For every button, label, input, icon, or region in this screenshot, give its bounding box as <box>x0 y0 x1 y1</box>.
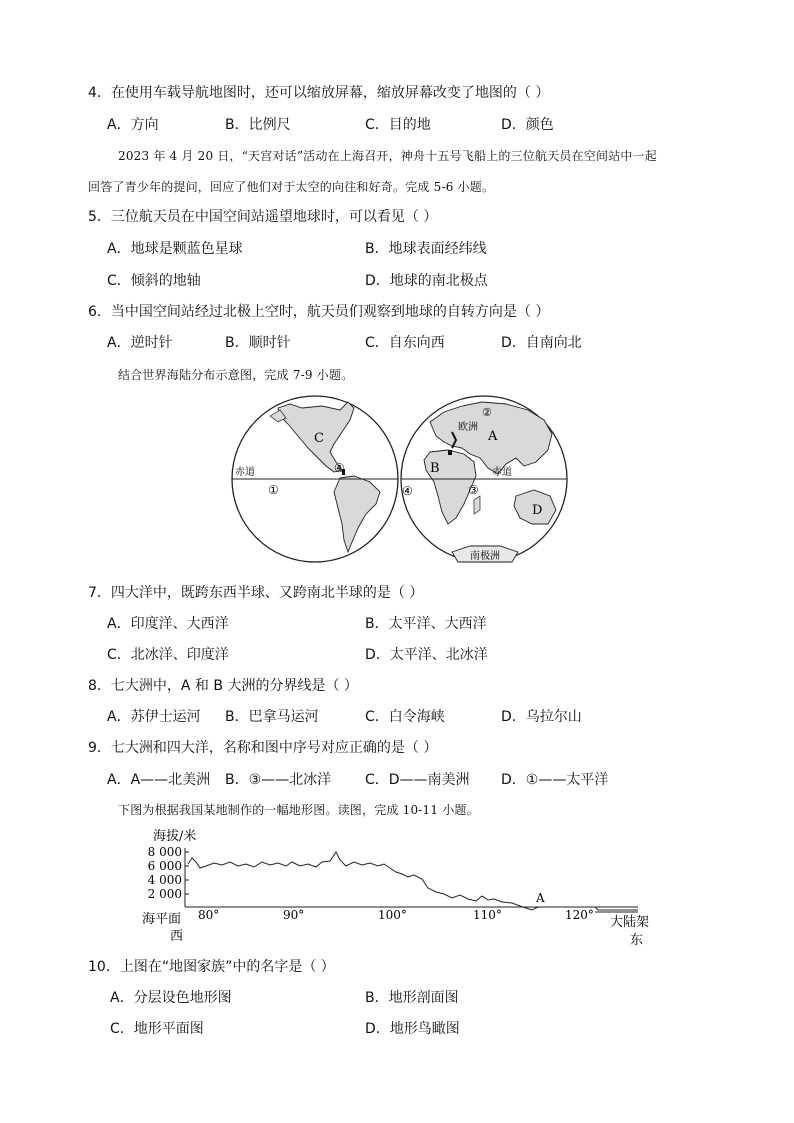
q5-option-d[interactable]: D．地球的南北极点 <box>365 273 488 289</box>
profile-y-title: 海拔/米 <box>153 829 197 844</box>
label-europe: 欧洲 <box>458 422 478 433</box>
q8-stem: 8．七大洲中，A 和 B 大洲的分界线是（ ） <box>88 678 358 694</box>
q4-option-d[interactable]: D．颜色 <box>501 117 554 133</box>
q10-option-d[interactable]: D．地形鸟瞰图 <box>365 1021 460 1037</box>
context-5-6-line2: 回答了青少年的提问，回应了他们对于太空的向往和好奇。完成 5-6 小题。 <box>88 180 495 194</box>
profile-x-tick-110: 110° <box>473 908 502 922</box>
q8-option-c[interactable]: C．白令海峡 <box>365 709 445 725</box>
label-ocean1: ① <box>268 483 279 497</box>
q5-option-a[interactable]: A．地球是颗蓝色星球 <box>107 241 243 257</box>
q5-option-b[interactable]: B．地球表面经纬线 <box>365 241 487 257</box>
world-map-figure <box>230 392 570 568</box>
context-7-9: 结合世界海陆分布示意图，完成 7-9 小题。 <box>118 368 354 382</box>
profile-x-tick-120: 120° <box>565 908 594 922</box>
q6-option-c[interactable]: C．自东向西 <box>365 335 445 351</box>
context-10-11: 下图为根据我国某地制作的一幅地形图。读图，完成 10-11 小题。 <box>118 803 479 817</box>
q7-option-a[interactable]: A．印度洋、大西洋 <box>107 616 229 632</box>
q8-option-b[interactable]: B．巴拿马运河 <box>225 709 319 725</box>
profile-sea-level: 海平面 <box>142 912 182 927</box>
profile-y-tick-8000: 8 000 <box>147 845 182 859</box>
eastern-hemisphere <box>401 396 567 562</box>
label-a: A <box>488 429 498 444</box>
label-equator-left: 赤道 <box>235 467 255 478</box>
q6-option-a[interactable]: A．逆时针 <box>107 335 173 351</box>
q9-stem: 9．七大洲和四大洋，名称和图中序号对应正确的是（ ） <box>88 740 438 756</box>
profile-y-tick-4000: 4 000 <box>147 873 182 887</box>
profile-y-tick-6000: 6 000 <box>147 859 182 873</box>
q8-option-d[interactable]: D．乌拉尔山 <box>501 709 582 725</box>
q4-option-a[interactable]: A．方向 <box>107 117 159 133</box>
q6-stem: 6．当中国空间站经过北极上空时，航天员们观察到地球的自转方向是（ ） <box>88 304 550 320</box>
profile-point-a: A <box>536 891 545 905</box>
profile-west: 西 <box>170 929 184 944</box>
q7-option-c[interactable]: C．北冰洋、印度洋 <box>107 647 229 663</box>
profile-x-tick-90: 90° <box>283 908 305 922</box>
q6-option-d[interactable]: D．自南向北 <box>501 335 582 351</box>
label-antarctica: 南极洲 <box>470 551 500 562</box>
q9-option-c[interactable]: C．D——南美洲 <box>365 772 470 788</box>
q4-option-b[interactable]: B．比例尺 <box>225 117 291 133</box>
label-equator-right: 赤道 <box>492 467 512 478</box>
terrain-profile-figure <box>140 822 660 950</box>
label-c: C <box>314 431 324 446</box>
q9-option-d[interactable]: D．①——太平洋 <box>501 772 609 788</box>
label-ocean3: ③ <box>468 483 479 497</box>
terrain-profile-line <box>188 852 570 910</box>
q9-option-b[interactable]: B．③——北冰洋 <box>225 772 332 788</box>
q9-option-a[interactable]: A．A——北美洲 <box>107 772 211 788</box>
q5-stem: 5．三位航天员在中国空间站遥望地球时，可以看见（ ） <box>88 209 438 225</box>
q10-option-c[interactable]: C．地形平面图 <box>110 1021 204 1037</box>
label-ocean2: ② <box>482 406 492 419</box>
q7-option-d[interactable]: D．太平洋、北冰洋 <box>365 647 488 663</box>
label-ocean4-left: ④ <box>334 461 345 475</box>
western-hemisphere <box>232 396 398 562</box>
profile-x-tick-80: 80° <box>198 908 220 922</box>
profile-x-tick-100: 100° <box>378 908 407 922</box>
profile-east: 东 <box>630 933 644 948</box>
q6-option-b[interactable]: B．顺时针 <box>225 335 291 351</box>
profile-shelf: 大陆架 <box>610 915 650 930</box>
label-b: B <box>430 461 440 476</box>
q4-option-c[interactable]: C．目的地 <box>365 117 431 133</box>
q10-option-b[interactable]: B．地形剖面图 <box>365 990 459 1006</box>
q8-option-a[interactable]: A．苏伊士运河 <box>107 709 201 725</box>
q10-stem: 10．上图在“地图家族”中的名字是（ ） <box>88 959 335 975</box>
profile-y-tick-2000: 2 000 <box>147 887 182 901</box>
label-d: D <box>532 503 543 518</box>
context-5-6-line1: 2023 年 4 月 20 日，“天宫对话”活动在上海召开，神舟十五号飞船上的三位航天员在空间站中一起 <box>118 149 657 163</box>
q4-stem: 4．在使用车载导航地图时，还可以缩放屏幕，缩放屏幕改变了地图的（ ） <box>88 85 550 101</box>
q5-option-c[interactable]: C．倾斜的地轴 <box>107 273 201 289</box>
q7-option-b[interactable]: B．太平洋、大西洋 <box>365 616 487 632</box>
label-ocean4-right: ④ <box>402 484 413 498</box>
q7-stem: 7．四大洋中，既跨东西半球、又跨南北半球的是（ ） <box>88 585 424 601</box>
q10-option-a[interactable]: A．分层设色地形图 <box>110 990 232 1006</box>
